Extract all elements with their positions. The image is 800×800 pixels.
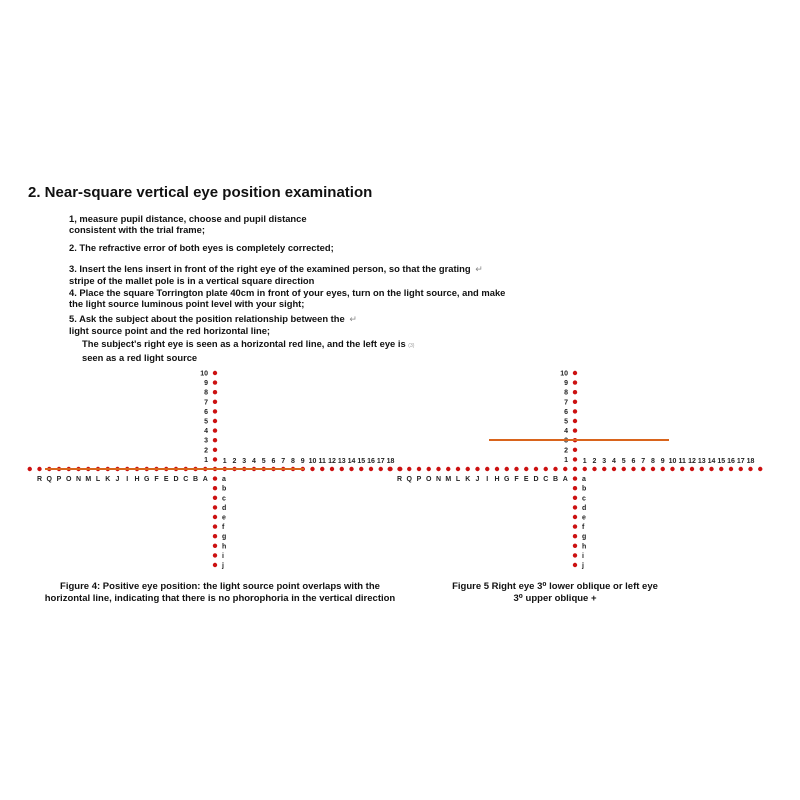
figure-4-caption-line-1: Figure 4: Positive eye position: the light source point overlaps with the [60,581,380,592]
fig4-letter-left-O: O [66,476,72,483]
fig4-num-up-4: 4 [204,428,208,436]
fig4-num-right-2: 2 [232,458,237,465]
section-title: 2. Near-square vertical eye position examination [28,184,373,201]
fig5-dot-down-6 [573,524,577,528]
fig4-letter-left-A: A [202,476,208,483]
fig4-num-right-11: 11 [318,458,326,465]
fig5-letter-left-I: I [486,476,489,483]
fig4-dot-right-10 [310,467,314,471]
fig4-dot-up-5 [213,419,217,423]
fig4-dot-left-18 [37,467,41,471]
fig4-num-up-3: 3 [204,437,208,445]
fig4-num-up-1: 1 [204,456,208,464]
fig5-dot-down-4 [573,505,577,509]
fig5-letter-left-H: H [494,476,500,483]
fig4-letter-left-G: G [144,476,150,483]
fig4-dot-right-12 [330,467,334,471]
fig5-dot-down-7 [573,534,577,538]
fig5-num-right-9: 9 [660,458,665,465]
fig5-num-right-15: 15 [717,458,726,465]
fig4-num-up-10: 10 [200,370,208,378]
fig4-dot-down-8 [213,544,217,548]
fig4-dot-up-2 [213,448,217,452]
fig5-letter-left-M: M [445,476,452,483]
fig4-letter-left-D: D [173,476,179,483]
fig5-letter-left-A: A [562,476,568,483]
fig5-num-up-2: 2 [564,447,568,455]
fig5-letter-left-B: B [552,476,559,483]
fig4-num-right-7: 7 [281,458,286,465]
fig5-num-right-10: 10 [668,458,677,465]
fig5-letter-left-R: R [396,476,403,483]
fig5-dot-up-8 [573,390,577,394]
fig4-letter-left-E: E [163,476,169,483]
fig5-letter-left-P: P [416,476,422,483]
fig4-num-right-14: 14 [347,458,356,465]
fig4-letter-down-c: c [222,495,226,503]
fig5-letter-left-G: G [504,476,510,483]
fig5-dot-down-5 [573,515,577,519]
fig4-num-right-17: 17 [376,458,385,465]
fig4-letter-left-B: B [192,476,199,483]
fig5-dot-left-15 [427,467,431,471]
fig4-num-right-6: 6 [271,458,276,465]
fig4-dot-down-7 [213,534,217,538]
fig4-num-right-9: 9 [300,458,305,465]
fig5-letter-down-d: d [582,504,587,512]
fig5-dot-up-5 [573,419,577,423]
fig4-letter-down-h: h [222,543,227,551]
step-1-line-2: consistent with the trial frame; [69,224,205,235]
fig5-dot-left-19 [388,467,392,471]
fig5-letter-down-b: b [582,485,587,493]
fig5-letter-down-i: i [582,552,584,560]
fig4-letter-left-J: J [115,476,120,483]
fig4-letter-left-Q: Q [46,476,52,483]
fig4-dot-up-8 [213,390,217,394]
fig5-dot-up-9 [573,380,577,384]
fig4-dot-up-4 [213,428,217,432]
fig5-num-up-4: 4 [564,428,568,436]
figure-4-caption [30,581,410,605]
return-mark-icon: ↵ [349,314,357,324]
fig5-letter-left-J: J [475,476,480,483]
fig5-dot-left-4 [534,467,538,471]
fig5-num-right-5: 5 [621,458,626,465]
fig5-num-up-5: 5 [564,418,568,426]
fig5-num-right-18: 18 [746,458,755,465]
fig4-num-right-18: 18 [386,458,395,465]
fig5-dot-left-5 [524,467,528,471]
fig5-dot-right-17 [739,467,743,471]
fig4-letter-left-R: R [36,476,43,483]
fig5-num-right-7: 7 [641,458,646,465]
fig5-dot-down-1 [573,476,577,480]
fig4-letter-down-a: a [222,476,226,484]
fig5-letter-down-h: h [582,543,587,551]
step-4-line-1: 4. Place the square Torrington plate 40cm in front of your eyes, turn on the light source, and make [69,287,506,298]
fig5-num-up-6: 6 [564,408,568,416]
fig4-num-up-5: 5 [204,418,208,426]
fig5-dot-right-9 [661,467,665,471]
fig4-letter-left-C: C [183,476,189,483]
fig4-dot-up-1 [213,457,217,461]
fig5-dot-left-1 [563,467,567,471]
fig5-num-right-16: 16 [727,458,735,465]
fig4-num-right-4: 4 [252,458,256,465]
fig4-dot-right-11 [320,467,324,471]
fig4-letter-left-N: N [75,476,82,483]
fig5-dot-up-6 [573,409,577,413]
fig5-num-up-10: 10 [560,370,568,378]
fig4-letter-down-f: f [222,524,225,532]
fig5-num-right-8: 8 [651,458,655,465]
fig5-dot-down-2 [573,486,577,490]
fig5-dot-left-7 [505,467,509,471]
fig4-num-right-5: 5 [261,458,266,465]
fig4-letter-down-b: b [222,485,227,493]
fig4-dot-right-15 [359,467,363,471]
fig4-num-up-7: 7 [204,399,208,407]
fig5-num-right-4: 4 [612,458,616,465]
fig5-letter-left-C: C [543,476,549,483]
fig4-dot-down-3 [213,496,217,500]
fig4-num-up-8: 8 [204,389,208,397]
fig5-dot-left-14 [436,467,440,471]
fig5-num-right-1: 1 [582,458,587,465]
fig4-letter-left-H: H [134,476,140,483]
fig5-dot-center [573,467,577,471]
fig5-dot-left-10 [475,467,479,471]
fig4-letter-left-M: M [85,476,92,483]
fig5-dot-right-3 [602,467,606,471]
fig5-dot-right-10 [670,467,674,471]
fig4-letter-down-d: d [222,504,227,512]
fig5-dot-right-15 [719,467,723,471]
fig5-dot-up-1 [573,457,577,461]
fig5-letter-down-a: a [582,476,586,484]
fig4-dot-down-6 [213,524,217,528]
fig5-dot-up-10 [573,371,577,375]
fig4-letter-down-i: i [222,552,224,560]
fig5-num-up-8: 8 [564,389,568,397]
fig5-num-up-1: 1 [564,456,568,464]
step-2-line-tail: corrected; [287,242,334,253]
fig4-dot-left-19 [28,467,32,471]
fig5-letter-down-g: g [582,533,587,541]
fig5-dot-left-8 [495,467,499,471]
fig5-dot-up-7 [573,400,577,404]
fig4-num-up-9: 9 [204,380,208,388]
fig5-dot-left-11 [466,467,470,471]
fig5-dot-right-14 [709,467,713,471]
fig5-letter-left-L: L [455,476,461,483]
fig4-dot-down-5 [213,515,217,519]
fig5-dot-right-16 [729,467,733,471]
figure-4-caption-line-2: horizontal line, indicating that there is no phorophoria in the vertical direction [44,593,396,604]
fig5-dot-right-1 [583,467,587,471]
fig5-letter-down-f: f [582,524,585,532]
fig5-dot-right-7 [641,467,645,471]
fig4-num-right-16: 16 [367,458,375,465]
fig5-num-right-13: 13 [697,458,706,465]
fig5-letter-left-O: O [426,476,432,483]
step-3-line-2: stripe of the mallet pole is in a vertical square direction [69,275,315,286]
fig5-letter-left-Q: Q [406,476,412,483]
fig5-dot-right-19 [758,467,762,471]
fig5-letter-left-D: D [533,476,539,483]
fig5-dot-down-8 [573,544,577,548]
fig4-num-right-15: 15 [357,458,366,465]
fig4-dot-up-9 [213,380,217,384]
fig5-num-up-9: 9 [564,380,568,388]
fig4-letter-down-j: j [222,562,224,570]
return-mark-icon: ↵ [475,264,483,274]
fig5-dot-left-6 [514,467,518,471]
fig4-dot-down-2 [213,486,217,490]
fig4-letter-left-K: K [105,476,111,483]
fig4-letter-left-F: F [154,476,159,483]
step-6-line-2: seen as a red light source [82,352,198,363]
fig5-num-right-11: 11 [678,458,686,465]
step-4-line-2: the light source luminous point level with your sight; [69,298,305,309]
step-3-line-1: 3. Insert the lens insert in front of the right eye of the examined person, so that the grating [69,263,471,274]
fig4-letter-left-I: I [126,476,129,483]
step-5-line-2: light source point and the red horizontal line; [69,325,271,336]
fig4-dot-up-7 [213,400,217,404]
fig4-num-right-8: 8 [291,458,295,465]
fig5-num-right-14: 14 [707,458,716,465]
step-1-line-1: 1, measure pupil distance, choose and pupil distance [69,213,307,224]
step-5-line-1: 5. Ask the subject about the position relationship between the [69,313,345,324]
fig5-letter-down-c: c [582,495,586,503]
figure-5-caption [410,581,700,605]
fig5-num-right-12: 12 [688,458,696,465]
fig4-num-right-12: 12 [328,458,336,465]
fig5-num-up-3: 3 [564,437,568,445]
fig4-dot-up-3 [213,438,217,442]
fig4-letter-down-g: g [222,533,227,541]
fig4-num-right-13: 13 [337,458,346,465]
fig4-dot-down-9 [213,553,217,557]
fig5-dot-left-16 [417,467,421,471]
fig5-dot-right-8 [651,467,655,471]
fig5-dot-left-2 [553,467,557,471]
fig5-letter-left-F: F [514,476,519,483]
fig4-letter-down-e: e [222,514,226,522]
figure-5-caption-line-1: Figure 5 Right eye 3⁰ lower oblique or left eye [452,581,658,592]
fig4-dot-up-6 [213,409,217,413]
fig4-num-right-10: 10 [308,458,317,465]
fig5-dot-right-11 [680,467,684,471]
fig5-letter-left-E: E [523,476,529,483]
fig5-dot-left-18 [397,467,401,471]
fig5-dot-left-13 [446,467,450,471]
fig4-letter-left-P: P [56,476,62,483]
step-2-line-1: 2. The refractive error of both eyes is completely [69,242,286,253]
fig5-num-right-17: 17 [736,458,745,465]
fig5-letter-left-K: K [465,476,471,483]
fig5-dot-down-9 [573,553,577,557]
fig5-num-right-6: 6 [631,458,636,465]
fig5-dot-right-5 [622,467,626,471]
fig5-num-right-3: 3 [602,458,607,465]
fig5-letter-down-e: e [582,514,586,522]
fig4-dot-right-17 [379,467,383,471]
fig4-dot-down-10 [213,563,217,567]
fig4-num-right-1: 1 [222,458,227,465]
fig5-dot-left-12 [456,467,460,471]
fig4-dot-right-16 [369,467,373,471]
fig4-dot-right-13 [340,467,344,471]
fig5-dot-right-13 [700,467,704,471]
fig4-letter-left-L: L [95,476,101,483]
fig5-num-up-7: 7 [564,399,568,407]
fig5-dot-right-6 [631,467,635,471]
fig4-num-up-2: 2 [204,447,208,455]
fig5-dot-up-4 [573,428,577,432]
fig5-dot-right-2 [592,467,596,471]
fig4-dot-right-14 [349,467,353,471]
fig5-dot-right-18 [748,467,752,471]
fig4-num-up-6: 6 [204,408,208,416]
fig5-dot-left-9 [485,467,489,471]
fig5-dot-right-12 [690,467,694,471]
step-6-line-1: The subject's right eye is seen as a horizontal red line, and the left eye is [82,338,406,349]
fig5-letter-left-N: N [435,476,442,483]
fig4-dot-up-10 [213,371,217,375]
fig5-num-right-2: 2 [592,458,597,465]
fig5-dot-left-3 [544,467,548,471]
fig5-letter-down-j: j [582,562,584,570]
fig5-dot-right-4 [612,467,616,471]
fig4-num-right-3: 3 [242,458,247,465]
fig4-dot-down-4 [213,505,217,509]
fig5-dot-up-2 [573,448,577,452]
fig5-dot-down-10 [573,563,577,567]
fig4-dot-down-1 [213,476,217,480]
figure-5-caption-line-2: 3⁰ upper oblique + [513,593,597,604]
fig5-dot-left-17 [407,467,411,471]
tiny-mark: (3) [408,343,415,349]
fig5-dot-down-3 [573,496,577,500]
